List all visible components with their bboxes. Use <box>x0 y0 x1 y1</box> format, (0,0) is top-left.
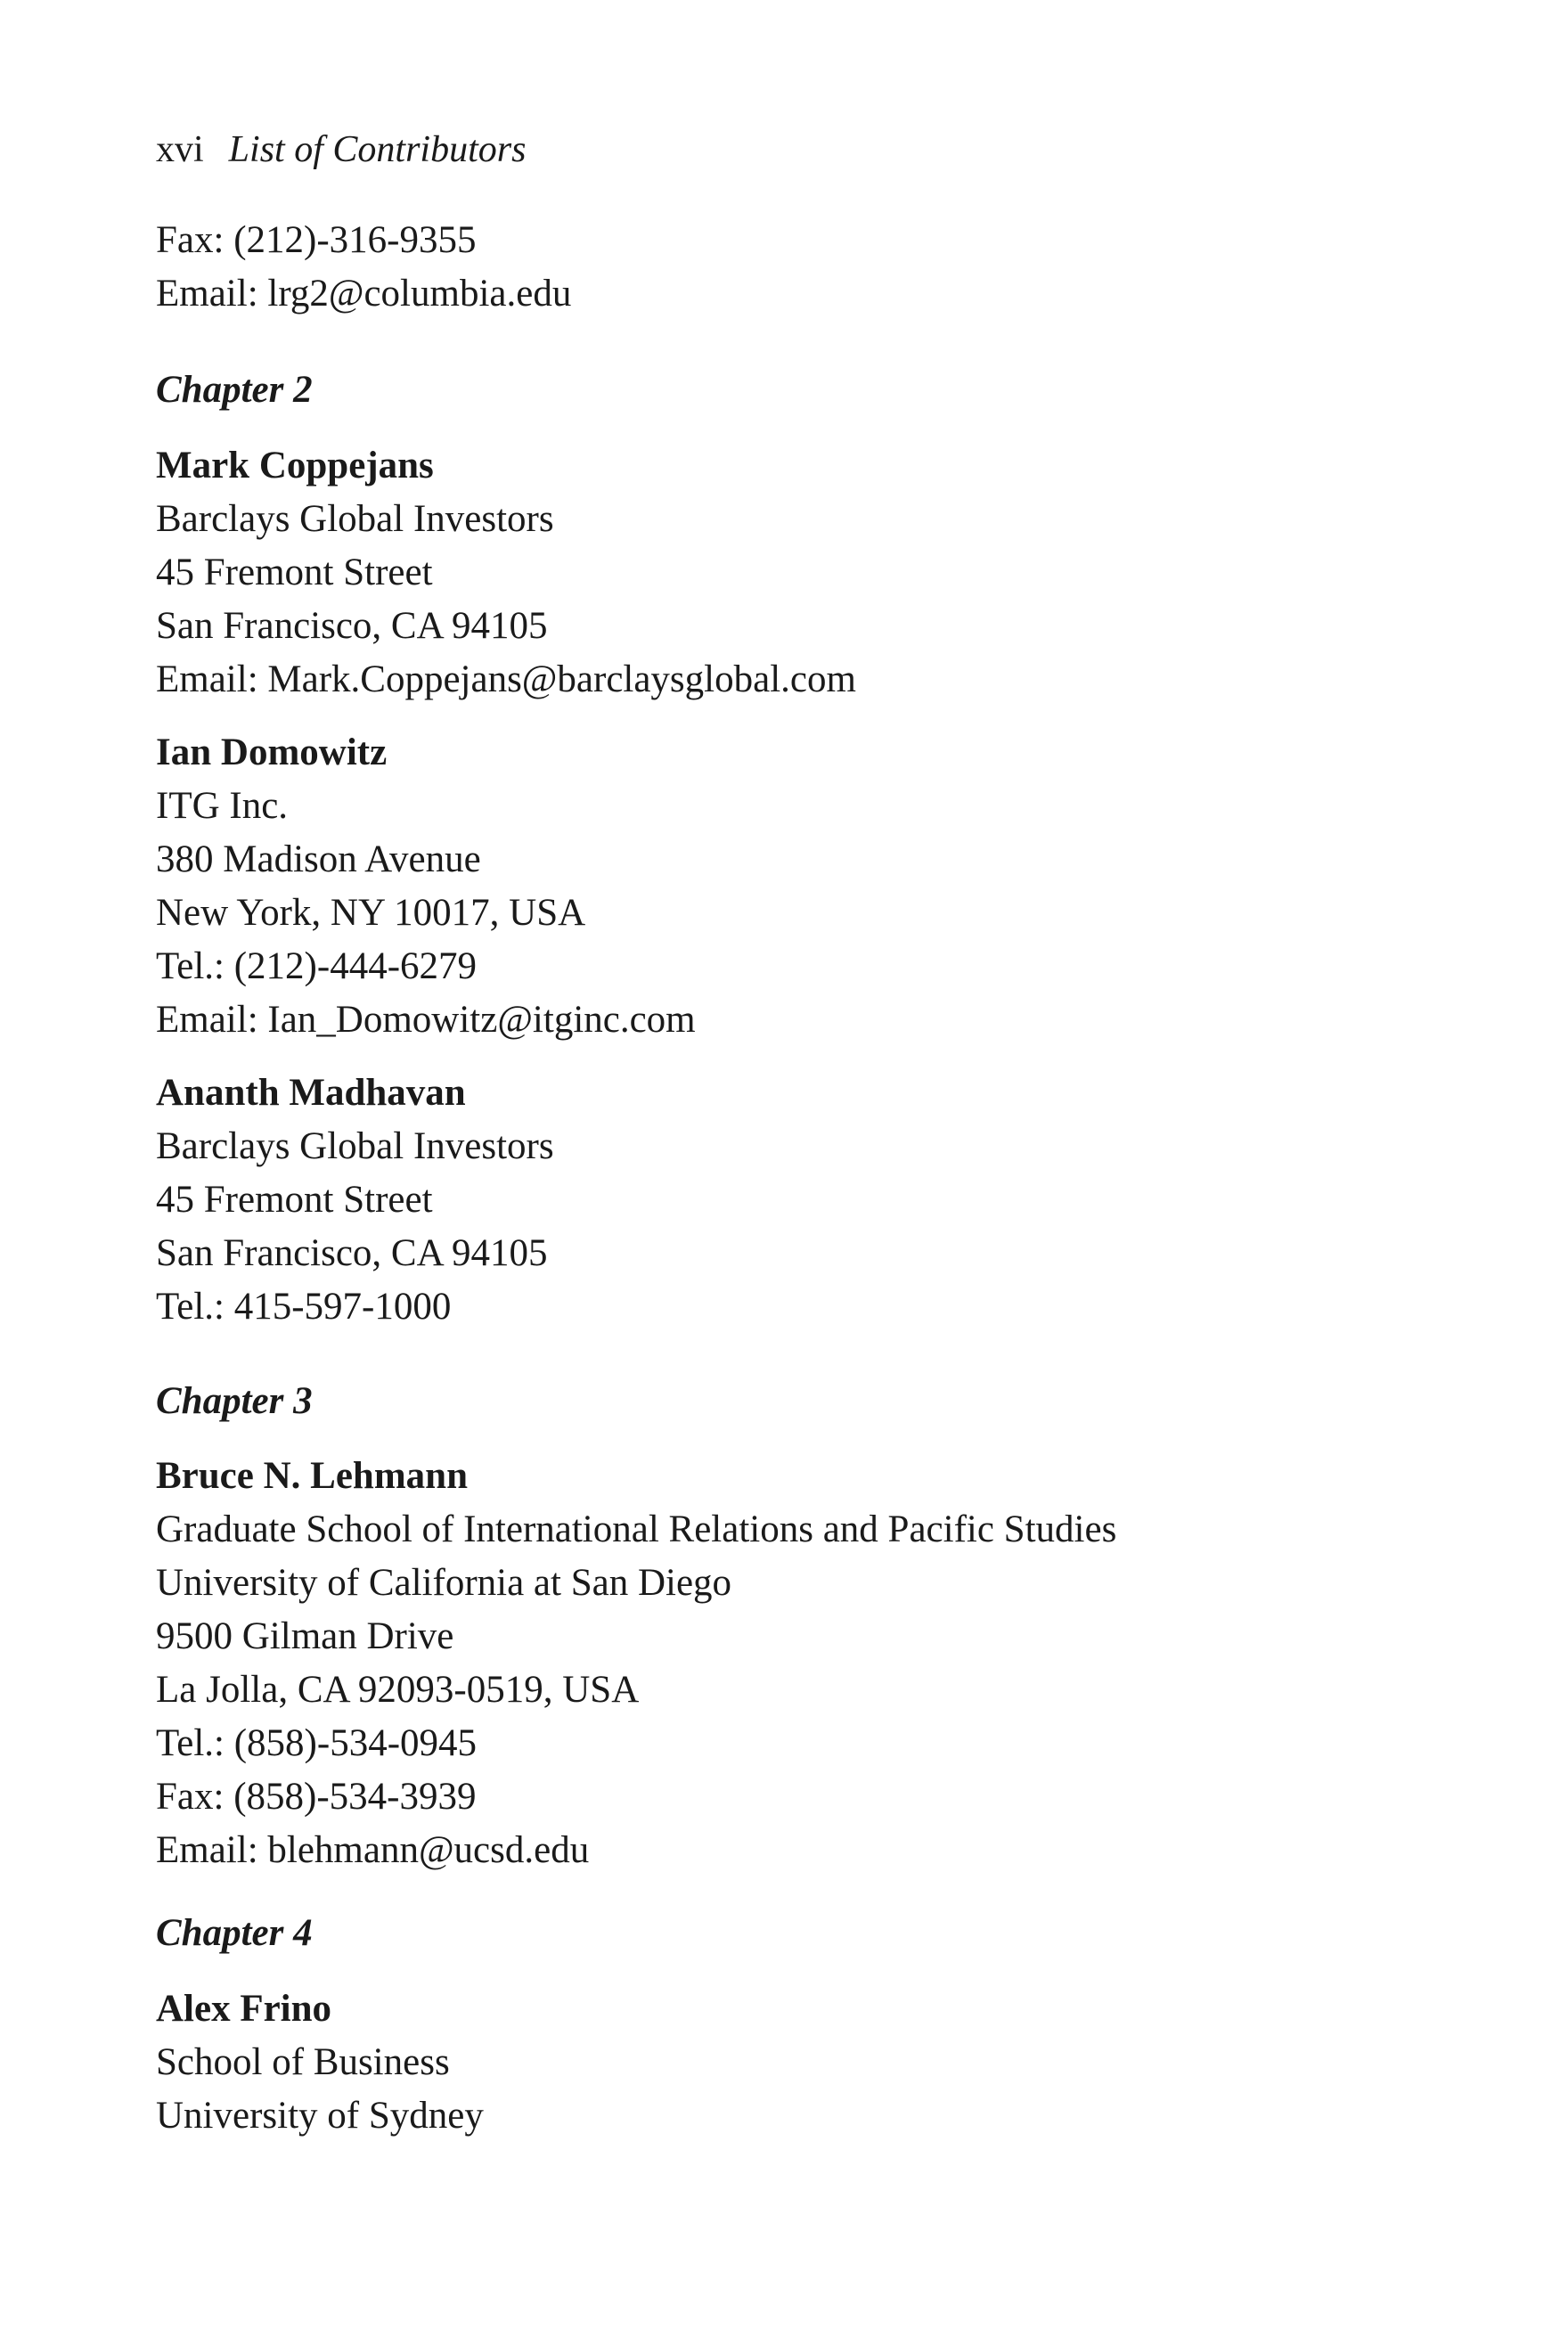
contact-line: Tel.: (858)-534-0945 <box>156 1722 478 1764</box>
chapter-title: Chapter 4 <box>156 1912 313 1954</box>
chapter-title: Chapter 2 <box>156 369 313 411</box>
chapter-heading <box>156 1907 1457 1960</box>
chapter-heading <box>156 364 1457 417</box>
contact-line: Email: lrg2@columbia.edu <box>156 273 572 315</box>
contact-line: Barclays Global Investors <box>156 1125 554 1167</box>
running-head <box>156 125 526 175</box>
contributor-name: Alex Frino <box>156 1988 332 2030</box>
contact-line: Email: blehmann@ucsd.edu <box>156 1829 590 1871</box>
contributor-entry <box>156 1982 1457 2143</box>
contact-line: Graduate School of International Relations and Pacific Studies <box>156 1508 1117 1550</box>
contact-line: Fax: (858)-534-3939 <box>156 1776 477 1818</box>
contact-line: Tel.: (212)-444-6279 <box>156 945 478 987</box>
contributor-name: Ian Domowitz <box>156 732 388 773</box>
contact-line: San Francisco, CA 94105 <box>156 605 548 647</box>
contact-line: Barclays Global Investors <box>156 498 554 540</box>
contact-line: University of Sydney <box>156 2095 484 2137</box>
contact-line: University of California at San Diego <box>156 1562 732 1604</box>
contact-line: 45 Fremont Street <box>156 1179 433 1221</box>
contributor-entry <box>156 726 1457 1047</box>
running-head-title: List of Contributors <box>228 129 527 170</box>
contact-line: New York, NY 10017, USA <box>156 892 586 934</box>
contact-line: Tel.: 415-597-1000 <box>156 1286 452 1328</box>
contact-line: La Jolla, CA 92093-0519, USA <box>156 1669 640 1711</box>
continued-entry <box>156 214 1457 321</box>
contact-line: Email: Ian_Domowitz@itginc.com <box>156 999 696 1041</box>
contributor-name: Mark Coppejans <box>156 445 434 486</box>
contributor-name: Ananth Madhavan <box>156 1072 466 1114</box>
contact-line: 9500 Gilman Drive <box>156 1615 454 1657</box>
contact-line: San Francisco, CA 94105 <box>156 1232 548 1274</box>
contact-line: Email: Mark.Coppejans@barclaysglobal.com <box>156 658 856 700</box>
contributor-name: Bruce N. Lehmann <box>156 1455 468 1497</box>
contact-line: 380 Madison Avenue <box>156 838 481 880</box>
chapter-heading <box>156 1375 1457 1428</box>
contact-line: Fax: (212)-316-9355 <box>156 219 477 261</box>
page-number: xvi <box>156 129 204 170</box>
contact-line: 45 Fremont Street <box>156 552 433 593</box>
chapter-title: Chapter 3 <box>156 1380 313 1422</box>
contact-line: School of Business <box>156 2041 450 2083</box>
contact-line: ITG Inc. <box>156 785 289 827</box>
contributor-entry <box>156 439 1457 707</box>
contributor-entry <box>156 1067 1457 1334</box>
contributor-entry <box>156 1450 1457 1877</box>
